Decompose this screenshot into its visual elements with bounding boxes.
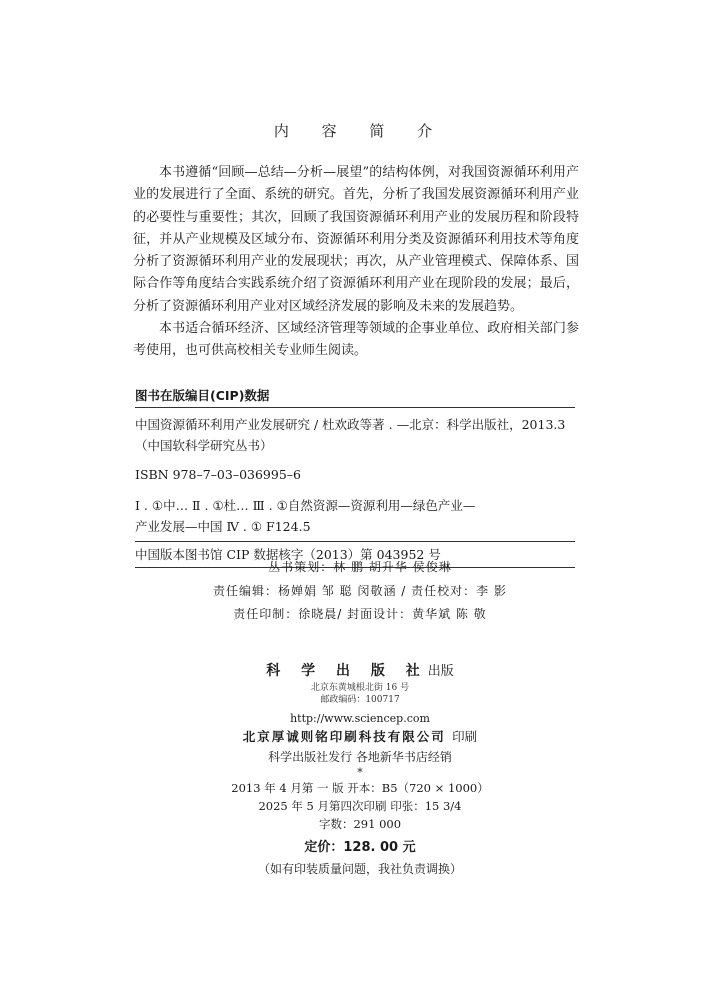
quality-note: （如有印装质量问题，我社负责调换） xyxy=(257,862,462,876)
cip-record-line-1: 中国资源循环利用产业发展研究 / 杜欢政等著 . —北京：科学出版社，2013.3 xyxy=(135,417,566,432)
publisher-name-suffix: 出版 xyxy=(427,664,454,679)
publisher-address: 北京东黄城根北街 16 号 xyxy=(310,683,410,693)
cip-isbn: ISBN 978–7–03–036995–6 xyxy=(135,467,301,482)
publisher-section xyxy=(0,661,720,879)
cip-record-line-2: （中国软科学研究丛书） xyxy=(135,438,273,453)
cip-classification-line-2: 产业发展—中国 Ⅳ . ① F124.5 xyxy=(135,519,311,534)
credits-section xyxy=(0,556,720,627)
publisher-url: http://www.sciencep.com xyxy=(290,712,430,725)
cip-core-data: 中国版本图书馆 CIP 数据核字（2013）第 043952 号 xyxy=(135,547,441,562)
price: 定价：128. 00 元 xyxy=(304,840,416,855)
printer-name-text: 北京厚诚则铭印刷科技有限公司 xyxy=(242,729,446,744)
edition-line-2: 2025 年 5 月第四次印刷 印张：15 3/4 xyxy=(258,799,462,813)
intro-section xyxy=(133,162,579,363)
publisher-name xyxy=(0,661,720,682)
page-title: 内 容 简 介 xyxy=(273,122,447,140)
publisher-name-text: 科 学 出 版 社 xyxy=(266,663,428,679)
printer-name xyxy=(0,727,720,747)
edition-line-1: 2013 年 4 月第 一 版 开本：B5（720 × 1000） xyxy=(231,781,489,795)
cip-classification xyxy=(135,489,575,541)
editors-credit: 责任编辑：杨婵娟 邹 聪 闵敬涵 / 责任校对：李 影 xyxy=(213,583,507,598)
cip-classification-line-1: Ⅰ . ①中… Ⅱ . ①杜… Ⅲ . ①自然资源—资源利用—绿色产业— xyxy=(135,498,476,513)
publisher-postcode: 邮政编码：100717 xyxy=(320,695,400,705)
cip-record xyxy=(135,407,575,568)
intro-paragraph-1: 本书遵循“回顾—总结—分析—展望”的结构体例，对我国资源循环利用产业的发展进行了全面、系统的研究。首先，分析了我国发展资源循环利用产业的必要性与重要性；其次，回顾了我国资源循环利用产业的发展历程和阶段特征，并从产业规模及区域分布、资源循环利用分类及资源循环利用技术等角度分析了资源循环利用产业的发展现状；再次，从产业管理模式、保障体系、国际合作等角度结合实践系统介绍了资源循环利用产业在现阶段的发展；最后，分析了资源循环利用产业对区域经济发展的影响及未来的发展趋势。 xyxy=(133,165,579,314)
distribution-line: 科学出版社发行 各地新华书店经销 xyxy=(268,750,452,764)
printing-design-credit: 责任印制：徐晓晨/ 封面设计：黄华斌 陈 敬 xyxy=(233,607,487,621)
separator-star: * xyxy=(357,766,363,779)
cip-bibliographic-entry xyxy=(135,408,575,460)
cip-heading: 图书在版编目(CIP)数据 xyxy=(135,388,270,403)
series-planning-credit: 丛书策划：林 鹏 胡升华 侯俊琳 xyxy=(268,560,452,574)
printer-name-suffix: 印刷 xyxy=(452,729,478,744)
word-count: 字数：291 000 xyxy=(318,817,402,831)
intro-paragraph-2: 本书适合循环经济、区域经济管理等领域的企事业单位、政府相关部门参考使用，也可供高校相关专业师生阅读。 xyxy=(133,321,579,359)
